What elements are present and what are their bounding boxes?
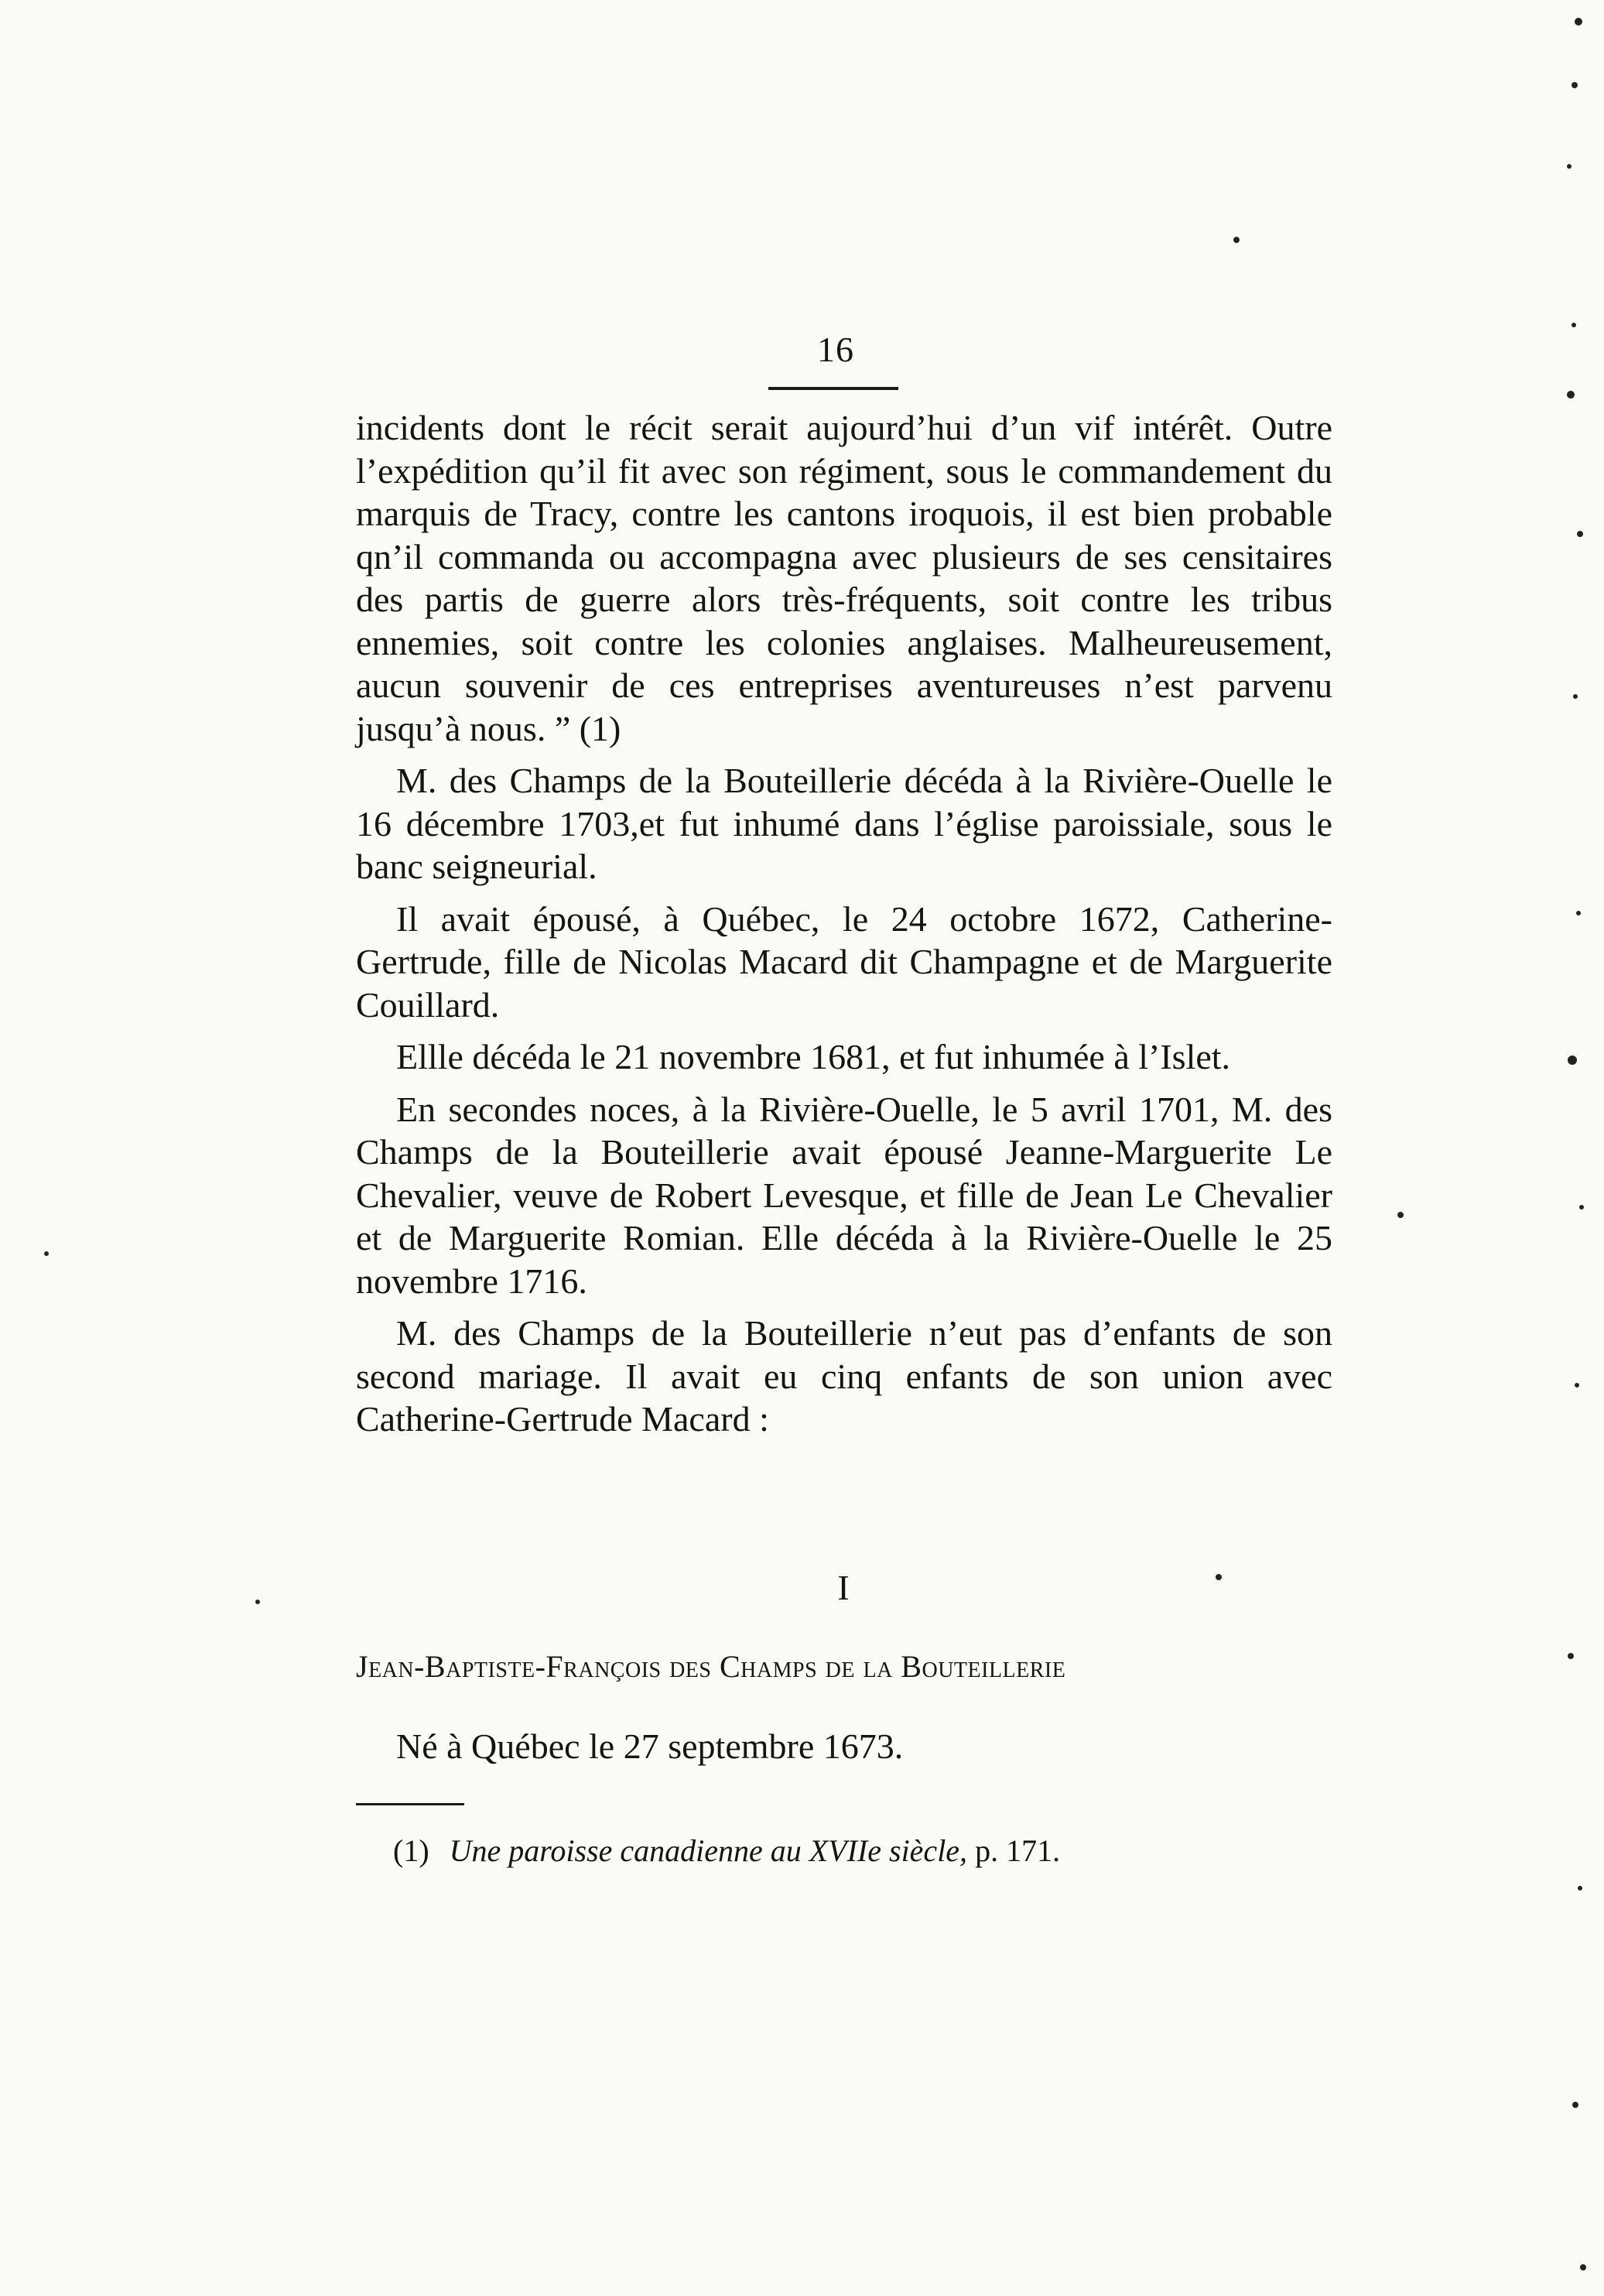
- paragraph-continued: incidents dont le récit serait aujourd’hui d’un vif intérêt. Outre l’expédition qu’il fit avec son régiment, sous le commandement du marquis de Tracy, contre les cantons iroquois, il est bien probable qn’il commanda ou accompagna avec plusieurs de ses censitaires des partis de guerre alors très-fréquents, soit contre les tribus ennemies, soit contre les colonies anglaises. Malheureusement, aucun souvenir de ces entreprises aventureuses n’est parvenu jusqu’à nous. ” (1): [356, 408, 1332, 748]
- footnote-rule: [356, 1803, 464, 1805]
- paragraph-second-marriage: En secondes noces, à la Rivière-Ouelle, le 5 avril 1701, M. des Champs de la Bouteillerie avait épousé Jeanne-Marguerite Le Chevalier, veuve de Robert Levesque, et fille de Jean Le Chevalier et de Marguerite Romian. Elle décéda à la Rivière-Ouelle le 25 novembre 1716.: [356, 1089, 1332, 1301]
- paragraph-wife-death: Ellle décéda le 21 novembre 1681, et fut inhumée à l’Islet.: [396, 1037, 1231, 1076]
- footnote-marker: (1): [393, 1833, 429, 1868]
- footnote-page-ref: p. 171.: [975, 1833, 1061, 1868]
- section-numeral: I: [837, 1568, 850, 1607]
- paragraph-first-marriage: Il avait épousé, à Québec, le 24 octobre 1672, Catherine-Gertrude, fille de Nicolas Macard dit Champagne et de Marguerite Couillard.: [356, 898, 1332, 1025]
- footnote-title: Une paroisse canadienne au XVIIe siècle,: [449, 1833, 968, 1868]
- body-text: [356, 406, 1332, 1441]
- paragraph-children: M. des Champs de la Bouteillerie n’eut pas d’enfants de son second mariage. Il avait eu cinq enfants de son union avec Catherine-Gertrude Macard :: [356, 1313, 1332, 1439]
- footnote: [393, 1832, 1332, 1869]
- paragraph-death: M. des Champs de la Bouteillerie décéda à la Rivière-Ouelle le 16 décembre 1703,et fut inhumé dans l’église paroissiale, sous le banc seigneurial.: [356, 761, 1332, 886]
- header-rule: [768, 387, 898, 390]
- birth-line: Né à Québec le 27 septembre 1673.: [396, 1726, 904, 1766]
- section-heading: Jean-Baptiste-François des Champs de la Bouteillerie: [356, 1649, 1066, 1684]
- page-number: 16: [817, 330, 854, 369]
